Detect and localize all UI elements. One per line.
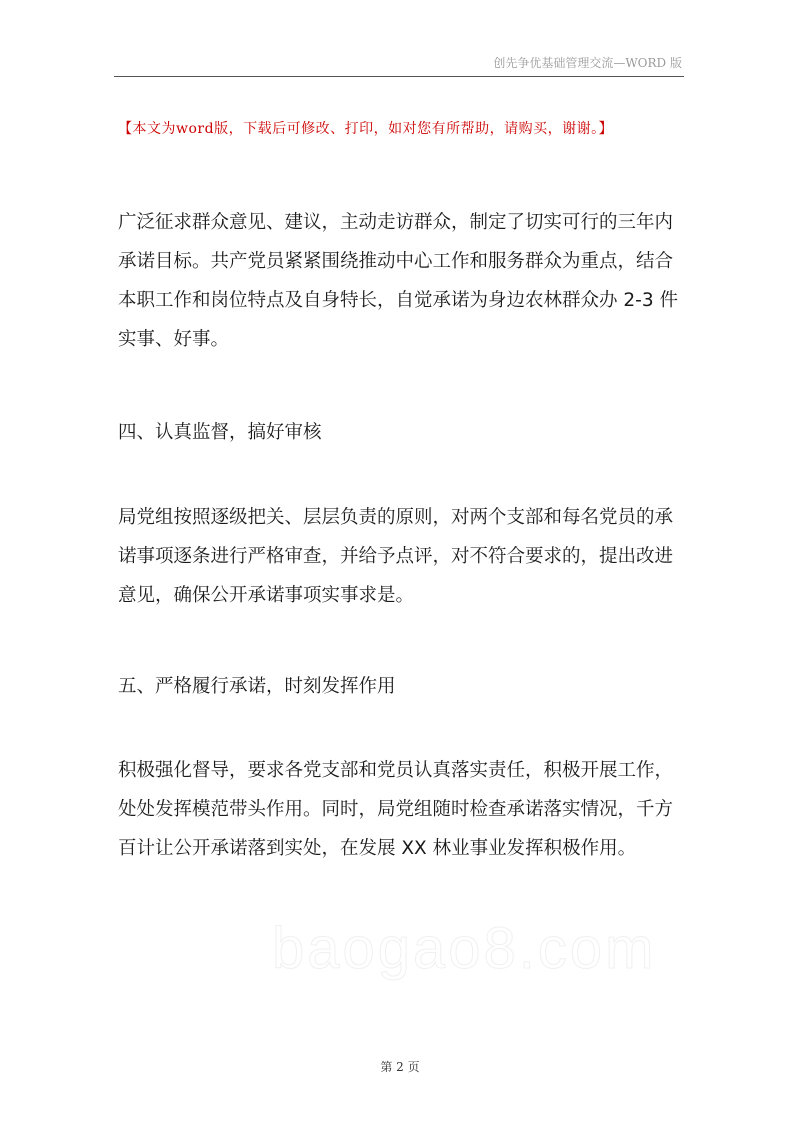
text-line: 诺事项逐条进行严格审查，并给予点评，对不符合要求的，提出改进 <box>118 546 674 567</box>
text-line: 广泛征求群众意见、建议，主动走访群众，制定了切实可行的三年内 <box>118 212 674 233</box>
heading-text: 五、严格履行承诺，时刻发挥作用 <box>118 676 396 697</box>
paragraph-fulfillment <box>118 751 684 868</box>
text-line: 积极强化督导，要求各党支部和党员认真落实责任，积极开展工作， <box>118 760 674 781</box>
heading-text: 四、认真监督，搞好审核 <box>118 422 322 443</box>
text-line: 意见，确保公开承诺事项实事求是。 <box>118 585 415 606</box>
watermark: baogao8.com <box>272 916 657 981</box>
paragraph-review <box>118 498 684 615</box>
text-line: 承诺目标。共产党员紧紧围绕推动中心工作和服务群众为重点，结合 <box>118 251 674 272</box>
text-line: 实事、好事。 <box>118 329 230 350</box>
text-line: 本职工作和岗位特点及自身特长，自觉承诺为身边农林群众办 2-3 件 <box>118 290 678 311</box>
text-line: 局党组按照逐级把关、层层负责的原则，对两个支部和每名党员的承 <box>118 507 674 528</box>
paragraph-commitment-goals <box>118 203 684 359</box>
section-heading-5 <box>118 667 684 706</box>
section-heading-4 <box>118 413 684 452</box>
text-line: 百计让公开承诺落到实处，在发展 XX 林业事业发挥积极作用。 <box>118 838 637 859</box>
page-number: 第 2 页 <box>380 1060 420 1074</box>
purchase-notice: 【本文为word版，下载后可修改、打印，如对您有所帮助，请购买，谢谢。】 <box>118 121 614 137</box>
header-title: 创先争优基础管理交流—WORD 版 <box>493 56 682 70</box>
text-line: 处处发挥模范带头作用。同时，局党组随时检查承诺落实情况，千方 <box>118 799 674 820</box>
page-header <box>114 50 684 77</box>
